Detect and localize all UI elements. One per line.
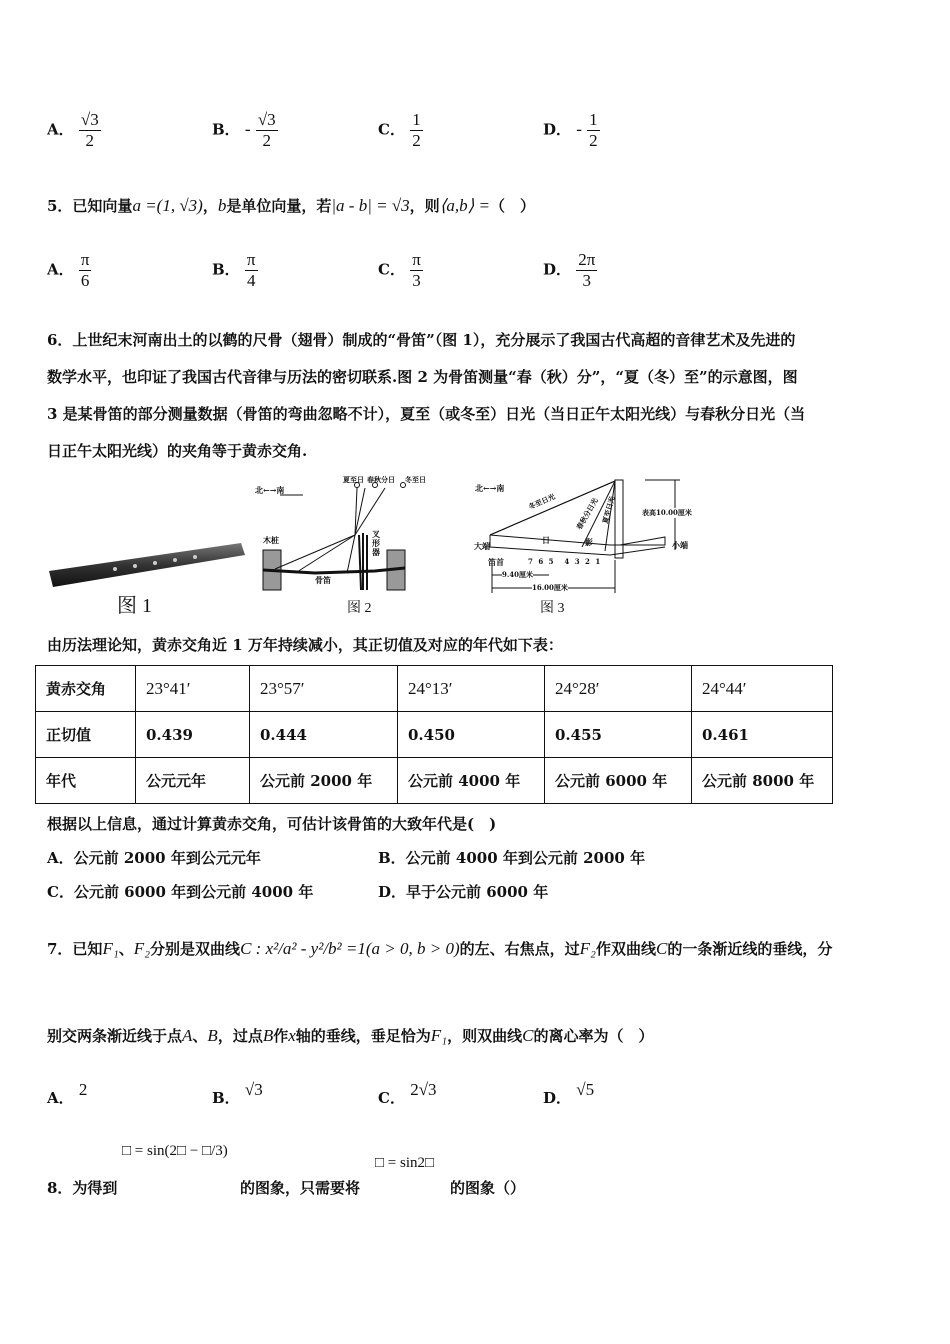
table-cell: 24°13′: [398, 666, 545, 712]
q7-text: 7．已知: [47, 940, 103, 958]
option-label: C．: [378, 260, 405, 279]
figure-3-caption: 图 3: [540, 601, 565, 616]
table-cell: 0.450: [398, 712, 545, 758]
denominator: 2: [85, 131, 95, 150]
option-label: D．: [543, 1089, 572, 1107]
denominator: 2: [589, 131, 598, 150]
target-function: □ = sin(2□ − □/3): [122, 1143, 228, 1159]
q5-option-b[interactable]: [212, 250, 258, 291]
flute-label: 骨笛: [315, 575, 331, 585]
source-function: □ = sin2□: [375, 1155, 435, 1171]
curve-c: C: [655, 939, 668, 958]
numerator: 1: [412, 110, 421, 129]
flute-head-label: 笛首: [488, 557, 504, 567]
q5-stem: [47, 195, 535, 216]
direction-label: 北←→南: [255, 485, 285, 495]
table-row: [36, 712, 833, 758]
option-label: B．: [212, 260, 240, 279]
q7-text: 别交两条渐近线于点: [47, 1027, 183, 1045]
minus-sign: -: [576, 119, 582, 139]
q7-line-2: [47, 1025, 653, 1046]
minus-sign: -: [244, 119, 251, 139]
q6-option-d[interactable]: D．早于公元前 6000 年: [378, 883, 549, 901]
denominator: 6: [80, 271, 90, 290]
q5-text: ，: [202, 197, 218, 215]
fraction: [587, 110, 600, 151]
denominator: 3: [582, 271, 592, 290]
obliquity-table: [35, 665, 833, 804]
focus-f2: F₂: [133, 939, 151, 958]
angle-formula: ⟨a,b⟩ =: [439, 196, 490, 215]
table-cell: 正切值: [36, 712, 136, 758]
tick: 3: [574, 557, 580, 566]
q6-line: 6．上世纪末河南出土的以鹤的尺骨（翅骨）制成的“骨笛”（图 1），充分展示了我国古代高超的音律艺术及先进的: [47, 331, 796, 349]
table-cell: 0.455: [545, 712, 692, 758]
q4-option-b[interactable]: [212, 110, 278, 151]
answer-blank: （ ）: [489, 197, 535, 215]
vector-a: a =(1, √3): [132, 196, 203, 215]
denominator: 4: [246, 271, 256, 290]
option-value: √5: [576, 1080, 595, 1099]
point-a: A: [182, 1026, 193, 1045]
figure-1-caption: 图 1: [117, 595, 152, 617]
q7-text: 的左、右焦点，过: [459, 940, 580, 958]
q8-text: 的图象（）: [450, 1179, 526, 1197]
q4-option-d[interactable]: [543, 110, 600, 151]
table-cell: 公元元年: [136, 758, 250, 804]
fraction: [410, 110, 423, 151]
tick: 4: [564, 557, 570, 566]
q5-option-a[interactable]: [47, 250, 91, 291]
table-cell: 黄赤交角: [36, 666, 136, 712]
q7-option-c[interactable]: [378, 1080, 437, 1108]
q6-option-a[interactable]: A．公元前 2000 年到公元元年: [47, 849, 261, 867]
numerator: π: [246, 250, 256, 269]
q7-text: 、: [192, 1027, 208, 1045]
tick: 5: [548, 557, 554, 566]
gnomon-diagram: [255, 475, 455, 595]
figure-2-caption: 图 2: [347, 601, 372, 616]
numerator: √3: [257, 110, 276, 129]
q7-option-a[interactable]: [47, 1080, 87, 1108]
fraction: [410, 250, 423, 291]
focus-f1: F₁: [102, 939, 119, 958]
q5-text: 5．已知向量: [47, 197, 133, 215]
q4-option-c[interactable]: [378, 110, 423, 151]
q5-text: 是单位向量，若: [226, 197, 332, 215]
tick: 7: [528, 557, 533, 566]
q7-option-b[interactable]: [212, 1080, 263, 1108]
table-row: [36, 758, 833, 804]
q6-line: 日正午太阳光线）的夹角等于黄赤交角.: [47, 442, 308, 460]
denominator: 2: [262, 131, 271, 150]
q6-question: 根据以上信息，通过计算黄赤交角，可估计该骨笛的大致年代是( ): [47, 815, 497, 833]
bone-flute-image: [45, 535, 250, 595]
q7-text: 的一条渐近线的垂线，分: [667, 940, 833, 958]
length-label: 16.00厘米: [532, 583, 568, 592]
figure-3: [470, 475, 715, 615]
table-cell: 0.461: [692, 712, 833, 758]
small-end-label: 小端: [672, 540, 688, 550]
equinox-label: 春秋分日: [367, 475, 395, 484]
numerator: π: [80, 250, 90, 269]
tick: 6: [538, 557, 544, 566]
option-label: C．: [378, 120, 405, 139]
gnomon-height-label: 表高10.00厘米: [642, 508, 692, 517]
q7-text: ，过点: [217, 1027, 263, 1045]
numerator: √3: [80, 110, 99, 129]
big-end-label: 大端: [474, 541, 490, 551]
option-label: B．: [212, 120, 240, 139]
fraction: [576, 250, 597, 291]
curve-c: C: [522, 1026, 534, 1045]
figure-1: [45, 535, 250, 615]
table-cell: 公元前 6000 年: [545, 758, 692, 804]
q7-text: 作双曲线: [595, 940, 656, 958]
table-cell: 0.444: [250, 712, 398, 758]
option-label: B．: [212, 1089, 240, 1107]
vector-b: b: [217, 196, 227, 215]
instrument-label: 叉形器: [372, 529, 380, 557]
denominator: 3: [412, 271, 421, 290]
length-label: 9.40厘米: [502, 570, 534, 579]
q6-option-c[interactable]: C．公元前 6000 年到公元前 4000 年: [47, 883, 314, 901]
fraction: [256, 110, 278, 151]
fraction: [79, 250, 92, 291]
hole-ticks: [528, 557, 600, 566]
direction-label: 北←→南: [475, 483, 505, 493]
denominator: 2: [412, 131, 421, 150]
q7-text: ，则双曲线: [447, 1027, 523, 1045]
condition-formula: |a - b| = √3: [331, 196, 410, 215]
table-cell: 公元前 4000 年: [398, 758, 545, 804]
shadow-label: 日: [542, 535, 550, 545]
focus-f2: F₂: [579, 939, 596, 958]
q4-option-a[interactable]: [47, 110, 101, 151]
option-value: √3: [244, 1080, 263, 1099]
q7-line-1: [47, 938, 832, 959]
tick: 2: [585, 557, 590, 566]
summer-light-label: 夏至日光: [600, 495, 617, 525]
q6-option-b[interactable]: B．公元前 4000 年到公元前 2000 年: [378, 849, 646, 867]
q5-option-d[interactable]: [543, 250, 597, 291]
q6-line: 3 是某骨笛的部分测量数据（骨笛的弯曲忽略不计），夏至（或冬至）日光（当日正午太阳光线）与春秋分日光（当: [47, 405, 806, 423]
q7-text: 作: [273, 1027, 289, 1045]
q6-line: 数学水平，也印证了我国古代音律与历法的密切联系.图 2 为骨笛测量“春（秋）分”，“夏（冬）至”的示意图，图: [47, 368, 798, 386]
focus-f1: F₁: [430, 1026, 448, 1045]
table-cell: 24°28′: [545, 666, 692, 712]
option-value: 2: [78, 1080, 88, 1099]
fraction: [79, 110, 101, 151]
q5-option-c[interactable]: [378, 250, 423, 291]
numerator: 2π: [578, 250, 596, 269]
table-cell: 23°41′: [136, 666, 250, 712]
point-b: B: [262, 1026, 274, 1045]
q5-text: ，则: [409, 197, 440, 215]
tick: 1: [595, 557, 601, 566]
option-label: D．: [543, 260, 572, 279]
table-cell: 年代: [36, 758, 136, 804]
fraction: [245, 250, 258, 291]
equinox-light-label: 春秋分日光: [574, 496, 600, 532]
option-label: A．: [47, 120, 74, 139]
table-cell: 24°44′: [692, 666, 833, 712]
q6-stem: [47, 322, 907, 470]
table-row: [36, 666, 833, 712]
q8-text: 的图象，只需要将: [240, 1179, 361, 1197]
q7-text: 的离心率为（ ）: [533, 1027, 654, 1045]
point-b: B: [207, 1026, 218, 1045]
shadow-label: 影: [585, 537, 593, 547]
post-label: 木桩: [263, 535, 279, 545]
table-cell: 公元前 2000 年: [250, 758, 398, 804]
table-intro: 由历法理论知，黄赤交角近 1 万年持续减小，其正切值及对应的年代如下表：: [47, 636, 563, 654]
q7-text: 分别是双曲线: [150, 940, 241, 958]
option-label: C．: [378, 1089, 405, 1107]
q7-text: 、: [118, 940, 134, 958]
hyperbola-equation: C : x²/a² - y²/b² =1(a > 0, b > 0): [240, 939, 460, 958]
table-cell: 公元前 8000 年: [692, 758, 833, 804]
option-label: D．: [543, 120, 572, 139]
numerator: π: [412, 250, 421, 269]
winter-solstice-label: 冬至日: [405, 475, 426, 484]
option-value: 2√3: [410, 1080, 437, 1099]
numerator: 1: [589, 110, 598, 129]
x-axis-var: x: [288, 1026, 296, 1045]
q8-text: 8．为得到: [47, 1179, 118, 1197]
q7-option-d[interactable]: [543, 1080, 594, 1108]
option-label: A．: [47, 1089, 74, 1107]
figure-2: [255, 475, 455, 615]
table-cell: 23°57′: [250, 666, 398, 712]
table-cell: 0.439: [136, 712, 250, 758]
option-label: A．: [47, 260, 74, 279]
q7-text: 轴的垂线，垂足恰为: [295, 1027, 431, 1045]
winter-light-label: 冬至日光: [527, 491, 557, 512]
summer-solstice-label: 夏至日: [343, 475, 364, 484]
